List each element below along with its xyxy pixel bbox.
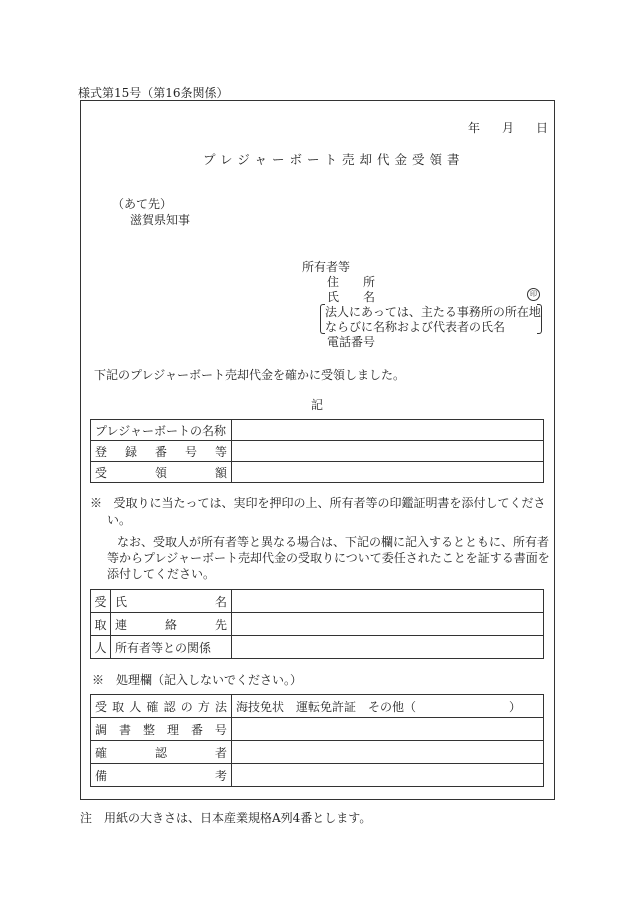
char: 者 — [214, 745, 227, 760]
char: 名 — [214, 594, 227, 609]
char: 受 — [95, 465, 108, 480]
owner-address-label: 住 所 — [327, 275, 376, 289]
recipient-side-char: 受 — [91, 590, 111, 613]
corp-note-line1: 法人にあっては、主たる事務所の所在地 — [325, 305, 541, 319]
form-number: 様式第15号（第16条関係） — [78, 86, 229, 100]
reg-number-field[interactable] — [232, 441, 544, 462]
confirm-method-close: ） — [508, 699, 521, 714]
date-month: 月 — [502, 121, 515, 135]
confirmer-label — [91, 741, 232, 764]
date-year: 年 — [468, 121, 481, 135]
note1-line1: 受取りに当たっては、実印を押印の上、所有者等の印鑑証明書を添付してくださ — [113, 496, 546, 510]
recipient-relation-label: 所有者等との関係 — [111, 636, 232, 659]
received-amount-label — [91, 462, 232, 483]
remarks-label — [91, 764, 232, 787]
char: 領 — [154, 465, 167, 480]
owner-name-label: 氏 名 — [327, 290, 376, 304]
date-line — [468, 119, 548, 136]
table-row — [91, 636, 544, 659]
processing-heading: ※ 処理欄（記入しないでください。） — [92, 673, 303, 687]
char: 録 — [124, 444, 137, 459]
recipient-side-char: 人 — [91, 636, 111, 659]
doc-number-label — [91, 718, 232, 741]
char: 登 — [95, 444, 108, 459]
bracket-right — [537, 304, 542, 334]
boat-name-label: プレジャーボートの名称 — [91, 420, 232, 441]
addressee-name: 滋賀県知事 — [130, 213, 191, 227]
char: 連 — [115, 617, 128, 632]
note1 — [90, 495, 545, 511]
confirm-method-options: 海技免状 運転免許証 その他（ — [236, 699, 417, 714]
char: 号 — [214, 722, 227, 737]
char: 確 — [146, 699, 159, 714]
char: 整 — [142, 722, 155, 737]
char: 先 — [214, 617, 227, 632]
recipient-contact-label — [111, 613, 232, 636]
char: 氏 — [115, 594, 128, 609]
confirmer-field[interactable] — [232, 741, 544, 764]
char: 備 — [95, 768, 108, 783]
recipient-name-label — [111, 590, 232, 613]
char: 方 — [197, 699, 210, 714]
char: の — [180, 699, 193, 714]
owner-phone-label: 電話番号 — [327, 335, 376, 349]
corp-note-line2: ならびに名称および代表者の氏名 — [325, 320, 506, 334]
processing-table — [90, 694, 544, 787]
recipient-relation-field[interactable] — [232, 636, 544, 659]
char: 受 — [95, 699, 108, 714]
char: 番 — [154, 444, 167, 459]
footnote: 注 用紙の大きさは、日本産業規格A列4番とします。 — [80, 811, 372, 825]
table-row — [91, 764, 544, 787]
char: 確 — [95, 745, 108, 760]
char: 理 — [166, 722, 179, 737]
note2-line3: 添付してください。 — [107, 567, 216, 581]
char: 等 — [214, 444, 227, 459]
table-row — [91, 741, 544, 764]
receipt-statement: 下記のプレジャーボート売却代金を確かに受領しました。 — [94, 368, 405, 382]
table-row — [91, 462, 544, 483]
confirm-method-field[interactable] — [232, 695, 544, 718]
note2-line1: なお、受取人が所有者等と異なる場合は、下記の欄に記入するとともに、所有者 — [117, 535, 550, 549]
table-row — [91, 718, 544, 741]
recipient-side-char: 取 — [91, 613, 111, 636]
recipient-table — [90, 589, 544, 659]
seal-icon: 印 — [527, 288, 540, 301]
table-row — [91, 590, 544, 613]
addressee-label: （あて先） — [112, 197, 173, 211]
table-row — [91, 613, 544, 636]
char: 考 — [214, 768, 227, 783]
char: 認 — [163, 699, 176, 714]
corp-note — [320, 303, 542, 333]
table-row — [91, 441, 544, 462]
reg-number-label — [91, 441, 232, 462]
boat-table — [90, 419, 544, 483]
doc-number-field[interactable] — [232, 718, 544, 741]
char: 番 — [190, 722, 203, 737]
table-row — [91, 420, 544, 441]
owner-heading: 所有者等 — [302, 260, 351, 274]
confirm-method-label — [91, 695, 232, 718]
recipient-contact-field[interactable] — [232, 613, 544, 636]
note1-line2: い。 — [107, 513, 132, 527]
char: 法 — [214, 699, 227, 714]
table-row — [91, 695, 544, 718]
char: 書 — [118, 722, 131, 737]
note2-line2: 等からプレジャーボート売却代金の受取りについて委任されたことを証する書面を — [107, 551, 550, 565]
recipient-name-field[interactable] — [232, 590, 544, 613]
date-day: 日 — [536, 121, 549, 135]
boat-name-field[interactable] — [232, 420, 544, 441]
char: 額 — [214, 465, 227, 480]
received-amount-field[interactable] — [232, 462, 544, 483]
char: 人 — [129, 699, 142, 714]
ki-heading: 記 — [311, 398, 324, 412]
note-mark: ※ — [90, 496, 103, 510]
remarks-field[interactable] — [232, 764, 544, 787]
char: 調 — [95, 722, 108, 737]
char: 絡 — [164, 617, 177, 632]
char: 取 — [112, 699, 125, 714]
char: 認 — [154, 745, 167, 760]
page-title: プレジャーボート売却代金受領書 — [203, 152, 465, 167]
char: 号 — [184, 444, 197, 459]
